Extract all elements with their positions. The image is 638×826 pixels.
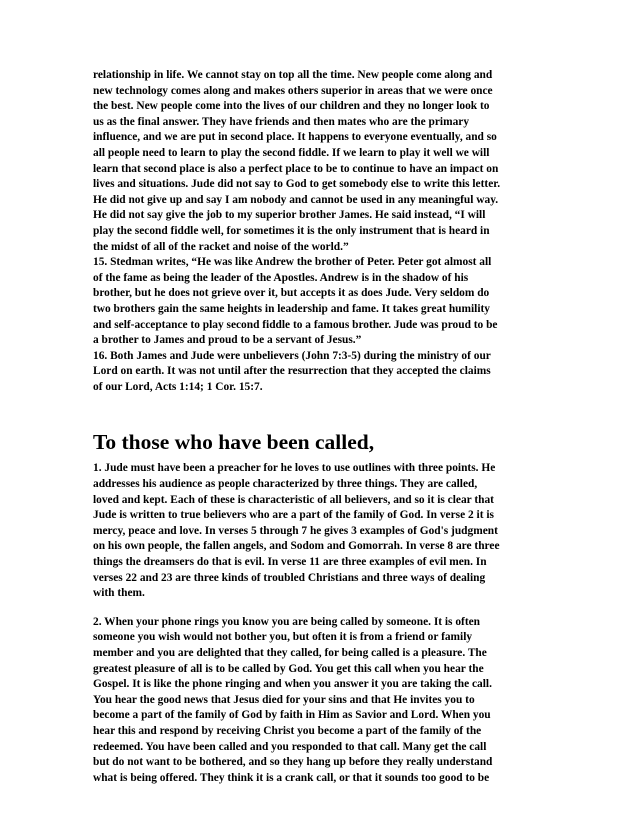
text-line: relationship in life. We cannot stay on top all the time. New people come along and: [93, 69, 493, 81]
text-line: 1. Jude must have been a preacher for he loves to use outlines with three points. He: [93, 462, 496, 475]
text-line: He did not give up and say I am nobody and cannot be used in any meaningful way.: [93, 193, 499, 206]
paragraph-block-3: [93, 615, 545, 787]
text-line: redeemed. You have been called and you responded to that call. Many get the call: [93, 740, 487, 753]
text-line: all people need to learn to play the second fiddle. If we learn to play it well we will: [93, 146, 490, 159]
text-line: mercy, peace and love. In verses 5 through 7 he gives 3 examples of God's judgment: [93, 524, 498, 537]
text-line: Lord on earth. It was not until after the resurrection that they accepted the claims: [93, 365, 491, 378]
text-line: brother, but he does not grieve over it, but accepts it as does Jude. Very seldom do: [93, 287, 490, 300]
text-line: of the fame as being the leader of the Apostles. Andrew is in the shadow of his: [93, 271, 469, 284]
text-line: addresses his audience as people characterized by three things. They are called,: [93, 478, 478, 491]
text-line: greatest pleasure of all is to be called by God. You get this call when you hear the: [93, 662, 484, 675]
text-line: play the second fiddle well, for sometimes it is the only instrument that is heard in: [93, 224, 490, 237]
text-line: 15. Stedman writes, “He was like Andrew the brother of Peter. Peter got almost all: [93, 256, 492, 269]
text-line: Jude is written to true believers who are a part of the family of God. In verse 2 it is: [93, 509, 494, 522]
text-line: someone you wish would not bother you, but often it is from a friend or family: [93, 631, 473, 644]
text-line: with them.: [93, 587, 145, 600]
text-line: a brother to James and proud to be a servant of Jesus.”: [93, 334, 362, 347]
text-line: 16. Both James and Jude were unbelievers (John 7:3-5) during the ministry of our: [93, 349, 491, 362]
text-line: 2. When your phone rings you know you are being called by someone. It is often: [93, 615, 481, 628]
text-line: the midst of all of the racket and noise of the world.”: [93, 240, 349, 253]
text-line: Gospel. It is like the phone ringing and when you answer it you are taking the call.: [93, 678, 492, 691]
text-line: on his own people, the fallen angels, and Sodom and Gomorrah. In verse 8 are three: [93, 540, 500, 553]
text-line: lives and situations. Jude did not say to God to get somebody else to write this letter.: [93, 178, 501, 191]
paragraph-block-1: [93, 68, 545, 395]
text-line: member and you are delighted that they called, for being called is a pleasure. The: [93, 647, 487, 659]
paragraph-block-2: [93, 461, 545, 601]
text-line: learn that second place is also a perfect place to be to continue to have an impact on: [93, 162, 499, 175]
text-line: the best. New people come into the lives of our children and they no longer look to: [93, 100, 490, 113]
text-line: but do not want to be bothered, and so they hang up before they really understand: [93, 756, 493, 769]
section-heading: To those who have been called,: [93, 430, 375, 455]
text-line: You hear the good news that Jesus died for your sins and that He invites you to: [93, 693, 475, 706]
text-line: hear this and respond by receiving Christ you become a part of the family of the: [93, 724, 482, 737]
text-line: two brothers gain the same heights in leadership and fame. It takes great humility: [93, 302, 490, 315]
text-line: what is being offered. They think it is a crank call, or that it sounds too good to be: [93, 771, 490, 784]
text-line: influence, and we are put in second place. It happens to everyone eventually, and so: [93, 131, 497, 144]
text-line: of our Lord, Acts 1:14; 1 Cor. 15:7.: [93, 380, 263, 393]
text-line: become a part of the family of God by faith in Him as Savior and Lord. When you: [93, 709, 491, 722]
text-line: He did not say give the job to my superior brother James. He said instead, “I will: [93, 209, 486, 222]
text-line: verses 22 and 23 are three kinds of troubled Christians and three ways of dealing: [93, 571, 486, 584]
text-line: loved and kept. Each of these is characteristic of all believers, and so it is clear that: [93, 493, 494, 506]
text-line: things the dreamsers do that is evil. In verse 11 are three examples of evil men. In: [93, 556, 487, 569]
paragraph-spacer: [93, 602, 545, 615]
page-content: [93, 68, 545, 786]
text-line: and self-acceptance to play second fiddle to a famous brother. Jude was proud to be: [93, 318, 498, 331]
text-line: us as the final answer. They have friends and then mates who are the primary: [93, 115, 470, 128]
text-line: new technology comes along and makes others superior in areas that we were once: [93, 84, 493, 97]
